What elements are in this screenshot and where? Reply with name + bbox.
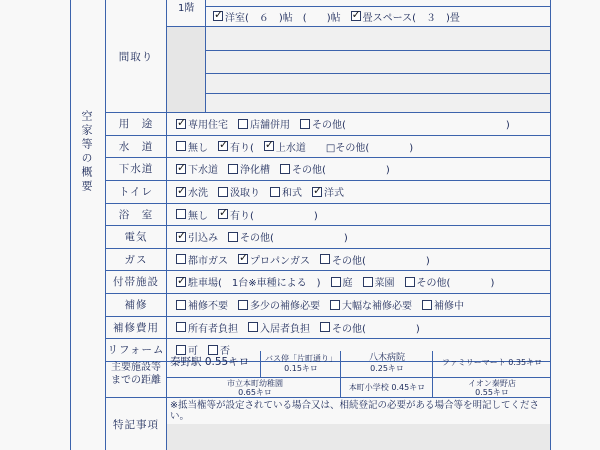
fac-mid-line xyxy=(166,377,550,378)
option-text: プロパンガス xyxy=(250,255,310,267)
option-item[interactable] xyxy=(300,116,510,131)
right-border xyxy=(550,0,551,450)
option-text: その他( ) xyxy=(240,233,348,244)
option-checkbox[interactable] xyxy=(238,254,248,264)
option-text: 駐車場( 1台※車種による ) xyxy=(188,278,321,289)
option-text: 有り( ) xyxy=(230,210,318,222)
facilities-label: 主要施設等までの距離 xyxy=(111,362,161,386)
option-text: 菜園 xyxy=(374,278,395,289)
option-checkbox[interactable] xyxy=(238,300,248,310)
option-text: その他( ) xyxy=(332,323,420,335)
fac-div-3 xyxy=(432,351,433,377)
option-item[interactable] xyxy=(176,207,208,222)
row-label: 浴 室 xyxy=(118,208,154,221)
option-text: 補修不要 xyxy=(188,301,228,312)
option-checkbox[interactable] xyxy=(228,232,238,242)
option-checkbox[interactable] xyxy=(176,277,186,287)
option-item[interactable] xyxy=(330,297,412,312)
left-border xyxy=(70,0,71,450)
aeon-distance: 0.55キロ xyxy=(475,388,509,397)
madori-line-3 xyxy=(205,50,550,51)
row-options xyxy=(176,225,358,248)
option-item[interactable] xyxy=(176,297,228,312)
row-options xyxy=(176,157,400,180)
row-divider xyxy=(105,338,550,339)
madori-western-text: 洋室( ６ )帖 ( )帖 xyxy=(225,12,341,24)
option-checkbox[interactable] xyxy=(176,322,186,332)
row-options xyxy=(176,316,430,338)
option-text: 和式 xyxy=(282,188,302,199)
option-checkbox[interactable] xyxy=(248,322,258,332)
option-checkbox[interactable] xyxy=(218,209,228,219)
aeon-store: イオン秦野店 xyxy=(468,379,516,388)
option-checkbox[interactable] xyxy=(218,141,228,151)
option-text: 下水道 xyxy=(188,165,218,176)
option-item[interactable] xyxy=(312,184,344,199)
option-item[interactable] xyxy=(176,139,208,154)
row-label: 水 道 xyxy=(118,140,154,153)
option-checkbox[interactable] xyxy=(228,164,238,174)
option-text: 有り( xyxy=(230,142,254,154)
row-options xyxy=(176,135,423,157)
option-checkbox[interactable] xyxy=(312,187,322,197)
option-item[interactable] xyxy=(176,161,218,176)
option-checkbox[interactable] xyxy=(176,254,186,264)
row-options xyxy=(176,248,440,270)
row-options xyxy=(176,180,354,203)
option-checkbox[interactable] xyxy=(264,141,274,151)
option-checkbox[interactable] xyxy=(280,164,290,174)
row-options xyxy=(176,112,520,135)
convenience-store: ファミリーマート 0.35キロ xyxy=(441,358,543,367)
option-text: 店舗併用 xyxy=(250,120,290,131)
option-checkbox[interactable] xyxy=(176,119,186,129)
fac-div-1 xyxy=(260,351,261,377)
option-checkbox[interactable] xyxy=(363,277,373,287)
madori-top-line xyxy=(205,6,550,7)
remarks-note: ※抵当権等が設定されている場合又は、相続登記の必要がある場合等を明記してください。 xyxy=(170,400,539,422)
option-item[interactable] xyxy=(176,184,208,199)
option-text: 大幅な補修必要 xyxy=(342,301,412,312)
madori-shaded-left xyxy=(167,27,205,112)
remarks-input[interactable] xyxy=(167,424,550,450)
option-text: 可 xyxy=(188,346,198,357)
option-text: 否 xyxy=(220,346,230,357)
option-item[interactable] xyxy=(176,252,228,267)
option-text: 専用住宅 xyxy=(188,120,228,131)
option-text: 引込み xyxy=(188,233,218,244)
option-text: その他( ) xyxy=(332,255,430,267)
option-checkbox[interactable] xyxy=(320,254,330,264)
option-text: 浄化槽 xyxy=(240,165,270,176)
option-checkbox[interactable] xyxy=(176,232,186,242)
option-checkbox[interactable] xyxy=(176,300,186,310)
remarks-top xyxy=(105,397,550,398)
option-checkbox[interactable] xyxy=(218,187,228,197)
fac-div-4 xyxy=(340,377,341,397)
option-item[interactable] xyxy=(320,320,420,335)
option-item[interactable] xyxy=(264,139,413,154)
hospital-distance: 0.25キロ xyxy=(370,364,404,373)
option-item[interactable] xyxy=(176,274,321,289)
madori-tatami-text: 畳スペース( ３ )畳 xyxy=(362,12,460,24)
row-label: リフォーム xyxy=(107,344,165,356)
kindergarten-distance: 0.65キロ xyxy=(238,388,272,397)
option-item[interactable] xyxy=(238,116,290,131)
option-item[interactable] xyxy=(218,139,254,154)
option-checkbox[interactable] xyxy=(270,187,280,197)
option-item[interactable] xyxy=(320,252,430,267)
hospital: 八木病院 xyxy=(368,353,405,363)
option-checkbox[interactable] xyxy=(320,322,330,332)
row-label: 付帯施設 xyxy=(113,276,159,288)
row-label: ガス xyxy=(124,253,148,266)
option-item[interactable] xyxy=(176,320,238,335)
section-title: 空家等の概要 xyxy=(80,110,93,194)
option-item[interactable] xyxy=(218,184,260,199)
option-item[interactable] xyxy=(228,161,270,176)
option-checkbox[interactable] xyxy=(300,119,310,129)
option-text: その他( ) xyxy=(416,278,495,289)
row-label: 補修費用 xyxy=(113,321,159,334)
option-text: 洋式 xyxy=(324,188,344,199)
option-item[interactable] xyxy=(422,297,464,312)
option-checkbox[interactable] xyxy=(176,164,186,174)
option-item[interactable] xyxy=(280,161,390,176)
fac-div-5 xyxy=(432,377,433,397)
option-checkbox[interactable] xyxy=(176,187,186,197)
option-checkbox[interactable] xyxy=(422,300,432,310)
option-text: 都市ガス xyxy=(188,255,228,267)
row-label: 電気 xyxy=(124,231,148,243)
option-checkbox[interactable] xyxy=(176,141,186,151)
row-label: 下水道 xyxy=(118,163,154,175)
madori-empty-rows xyxy=(206,27,550,112)
option-checkbox[interactable] xyxy=(331,277,341,287)
option-text: その他( ) xyxy=(292,165,390,176)
madori-western-checkbox[interactable] xyxy=(213,11,223,21)
row-label: 補修 xyxy=(124,299,148,311)
option-item[interactable] xyxy=(218,207,318,222)
option-text: 水洗 xyxy=(188,188,208,199)
madori-tatami-checkbox[interactable] xyxy=(351,11,361,21)
bus-distance: 0.15キロ xyxy=(284,364,318,373)
option-item[interactable] xyxy=(238,252,310,267)
option-text: その他( ) xyxy=(312,120,510,131)
fac-div-2 xyxy=(340,351,341,377)
option-item[interactable] xyxy=(176,229,218,244)
option-text: 入居者負担 xyxy=(260,323,310,335)
option-text: 多少の補修必要 xyxy=(250,301,320,312)
option-text: 無し xyxy=(188,210,208,222)
option-item[interactable] xyxy=(238,297,320,312)
option-text: 庭 xyxy=(342,278,353,289)
option-item[interactable] xyxy=(270,184,302,199)
madori-label: 間取り xyxy=(118,50,154,63)
option-item[interactable] xyxy=(405,274,495,289)
option-text: 補修中 xyxy=(434,301,464,312)
floor-label: 1階 xyxy=(178,2,195,14)
option-item[interactable] xyxy=(331,274,353,289)
row-options xyxy=(176,293,474,316)
option-text: 汲取り xyxy=(230,188,260,199)
madori-item-tatami[interactable] xyxy=(351,9,460,24)
option-text: 無し xyxy=(188,142,208,154)
option-checkbox[interactable] xyxy=(405,277,415,287)
option-item[interactable] xyxy=(363,274,395,289)
option-text: 所有者負担 xyxy=(188,323,238,335)
option-item[interactable] xyxy=(248,320,310,335)
madori-line-4 xyxy=(205,73,550,74)
madori-line xyxy=(213,9,470,23)
elementary-school: 本町小学校 0.45キロ xyxy=(348,383,426,392)
option-checkbox[interactable] xyxy=(176,209,186,219)
row-label: 用 途 xyxy=(118,118,154,130)
option-item[interactable] xyxy=(228,229,348,244)
row-options xyxy=(176,270,504,293)
station-distance: 秦野駅 0.55キロ xyxy=(170,355,250,368)
option-checkbox[interactable] xyxy=(238,119,248,129)
remarks-label: 特記事項 xyxy=(113,418,159,431)
madori-line-5 xyxy=(205,93,550,94)
madori-item-western[interactable] xyxy=(213,9,341,24)
row-options xyxy=(176,203,328,225)
option-checkbox[interactable] xyxy=(330,300,340,310)
option-item[interactable] xyxy=(176,116,228,131)
kindergarten: 市立本町幼稚園 xyxy=(227,379,283,388)
option-text: 上水道 □その他( ) xyxy=(275,142,414,154)
bus-stop: バス停「片町通り」 xyxy=(265,354,337,363)
row-label: トイレ xyxy=(119,186,153,198)
